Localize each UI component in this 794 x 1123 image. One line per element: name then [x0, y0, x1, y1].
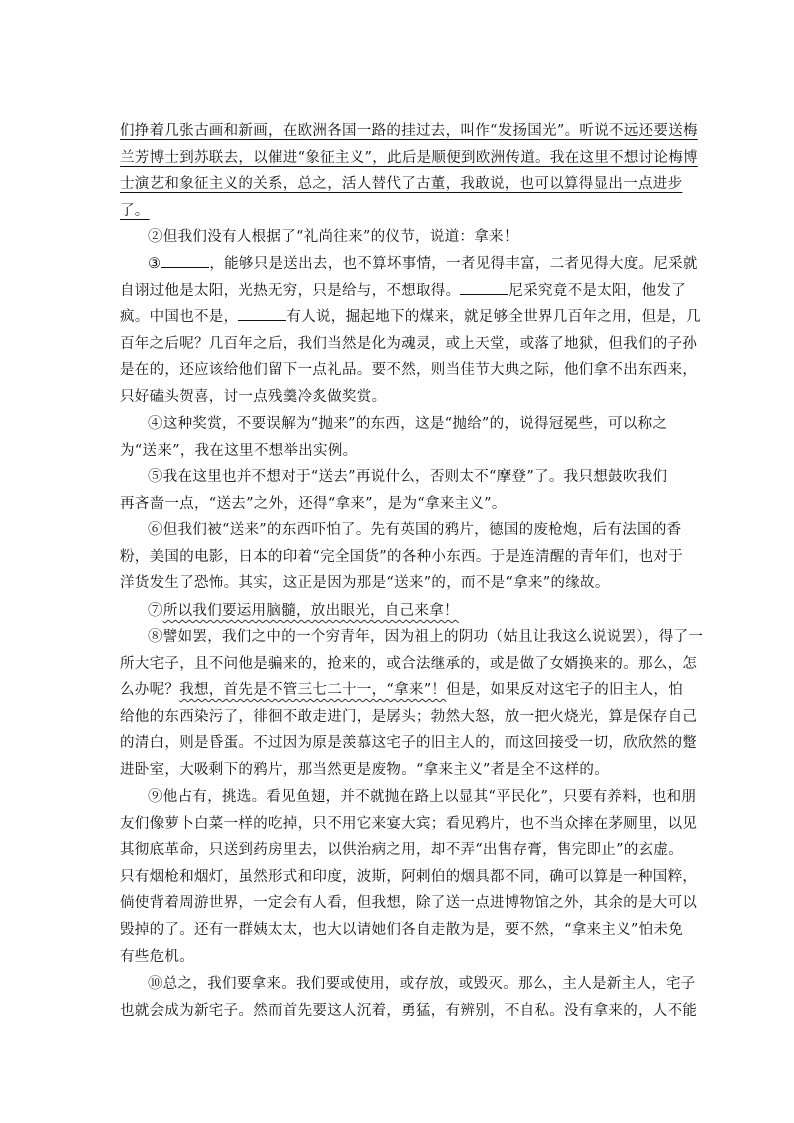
line-text: 有人说，掘起地下的煤来，就足够全世界几百年之用，但是，几: [286, 309, 701, 326]
text-line: ⑨他占有，挑选。看见鱼翅，并不就抛在路上以显其“平民化”，只要有养料，也和朋: [148, 789, 697, 805]
line-text: ，能够只是送出去，也不算坏事情，一者见得丰富，二者见得大度。尼采就: [209, 256, 698, 272]
paragraph-number: ⑦: [148, 603, 163, 619]
fill-in-blank-2: [460, 279, 508, 295]
text-line: 其彻底革命，只送到药房里去，以供治病之用，却不弄“出售存膏，售完即止”的玄虚。: [120, 842, 684, 859]
text-line: ②但我们没有人根据了“礼尚往来”的仪节，说道：拿来！: [148, 229, 519, 245]
text-line: [120, 251, 698, 278]
text-line: ④这种奖赏，不要误解为“抛来”的东西，这是“抛给”的，说得冠冕些，可以称之: [148, 416, 668, 432]
text-line: [120, 677, 684, 704]
text-line: 百年之后呢？几百年之后，我们当然是化为魂灵，或上天堂，或落了地狱，但我们的子孙: [120, 335, 698, 352]
text-line: 洋货发生了恐怖。其实，这正是因为那是“送来”的，而不是“拿来”的缘故。: [120, 575, 610, 592]
paragraph-number: ③: [148, 256, 162, 272]
paragraph-1-continued: [120, 118, 698, 224]
paragraph-10: [120, 971, 698, 1024]
paragraph-3: [120, 251, 701, 411]
text-line: 毁掉的了。还有一群姨太太，也大以请她们各自走散为是，要不然，“拿来主义”怕未免: [120, 921, 684, 938]
text-line: 只有烟枪和烟灯，虽然形式和印度，波斯，阿剌伯的烟具都不同，确可以算是一种国粹，: [120, 868, 698, 885]
paragraph-6: [120, 517, 684, 597]
text-line: 进卧室，大吸剩下的鸦片，那当然更是废物。“拿来主义”者是全不这样的。: [120, 761, 610, 778]
text-line: 士演艺和象征主义的关系，总之，活人替代了古董，我敢说，也可以算得显出一点进步: [120, 176, 683, 193]
paragraph-4: [120, 411, 680, 464]
paragraph-9: [120, 784, 698, 970]
text-line: 是在的，还应该给他们留下一点礼品。要不然，则当佳节大典之际，他们拿不出东西来，: [120, 362, 698, 379]
text-line: 也就会成为新宅子。然而首先要这人沉着，勇猛，有辨别，不自私。没有拿来的，人不能: [120, 1002, 698, 1019]
text-line: 所大宅子，且不问他是骗来的，抢来的，或合法继承的，或是做了女婿换来的。那么，怎: [120, 655, 698, 672]
fill-in-blank-1: [161, 252, 209, 268]
text-line: 兰芳博士到苏联去，以催进“象征主义”，此后是顺便到欧洲传道。我在这里不想讨论梅博: [120, 149, 698, 166]
text-line: 再吝啬一点，“送去”之外，还得“拿来”，是为“拿来主义”。: [120, 495, 507, 512]
line-text: 但是，如果反对这宅子的旧主人，怕: [446, 682, 684, 699]
text-line: 有些危机。: [120, 948, 194, 965]
text-line: 只好磕头贺喜，讨一点残羹冷炙做奖赏。: [120, 388, 387, 405]
line-text: 么办呢？: [120, 682, 180, 699]
wavy-underlined-sentence: 我想，首先是不管三七二十一，“拿来”！: [179, 682, 447, 699]
text-line: 为“送来”，我在这里不想举出实例。: [120, 442, 358, 459]
text-line: 们挣着几张古画和新画，在欧洲各国一路的挂过去，叫作“发扬国光”。听说不远还要送梅: [120, 123, 698, 139]
line-text: 疯。中国也不是，: [120, 309, 239, 326]
text-line: ⑥但我们被“送来”的东西吓怕了。先有英国的鸦片，德国的废枪炮，后有法国的香: [148, 522, 682, 538]
text-line: 粉，美国的电影，日本的印着“完全国货”的各种小东西。于是连清醒的青年们，也对于: [120, 548, 684, 565]
text-line: ⑧譬如罢，我们之中的一个穷青年，因为祖上的阴功（姑且让我这么说说罢），得了一: [148, 629, 704, 645]
underlined-text: 了。: [120, 202, 150, 219]
paragraph-8: [120, 624, 704, 784]
line-text: 尼采究竟不是太阳，他发了: [508, 282, 687, 299]
text-line: ⑩总之，我们要拿来。我们要或使用，或存放，或毁灭。那么，主人是新主人，宅子: [148, 976, 696, 992]
paragraph-7: [120, 598, 680, 625]
text-line: 友们像萝卜白菜一样的吃掉，只不用它来宴大宾；看见鸦片，也不当众摔在茅厕里，以见: [120, 815, 698, 832]
fill-in-blank-3: [238, 305, 286, 321]
text-line: ⑤我在这里也并不想对于“送去”再说什么，否则太不“摩登”了。我只想鼓吹我们: [148, 469, 668, 485]
text-line: [120, 598, 680, 625]
paragraph-5: [120, 464, 680, 517]
text-line: [120, 198, 680, 225]
paragraph-2: [120, 224, 708, 251]
text-line: [120, 278, 687, 305]
text-line: 给他的东西染污了，徘徊不敢走进门，是孱头；勃然大怒，放一把火烧光，算是保存自己: [120, 708, 698, 725]
text-line: 倘使背着周游世界，一定会有人看，但我想，除了送一点进博物馆之外，其余的是大可以: [120, 895, 698, 912]
line-text: 自诩过他是太阳，光热无穷，只是给与，不想取得。: [120, 282, 461, 299]
text-line: 的清白，则是昏蛋。不过因为原是羡慕这宅子的旧主人的，而这回接受一切，欣欣然的蹩: [120, 735, 698, 752]
text-line: [120, 304, 701, 331]
wavy-underlined-sentence: 所以我们要运用脑髓，放出眼光，自己来拿！: [162, 603, 459, 619]
